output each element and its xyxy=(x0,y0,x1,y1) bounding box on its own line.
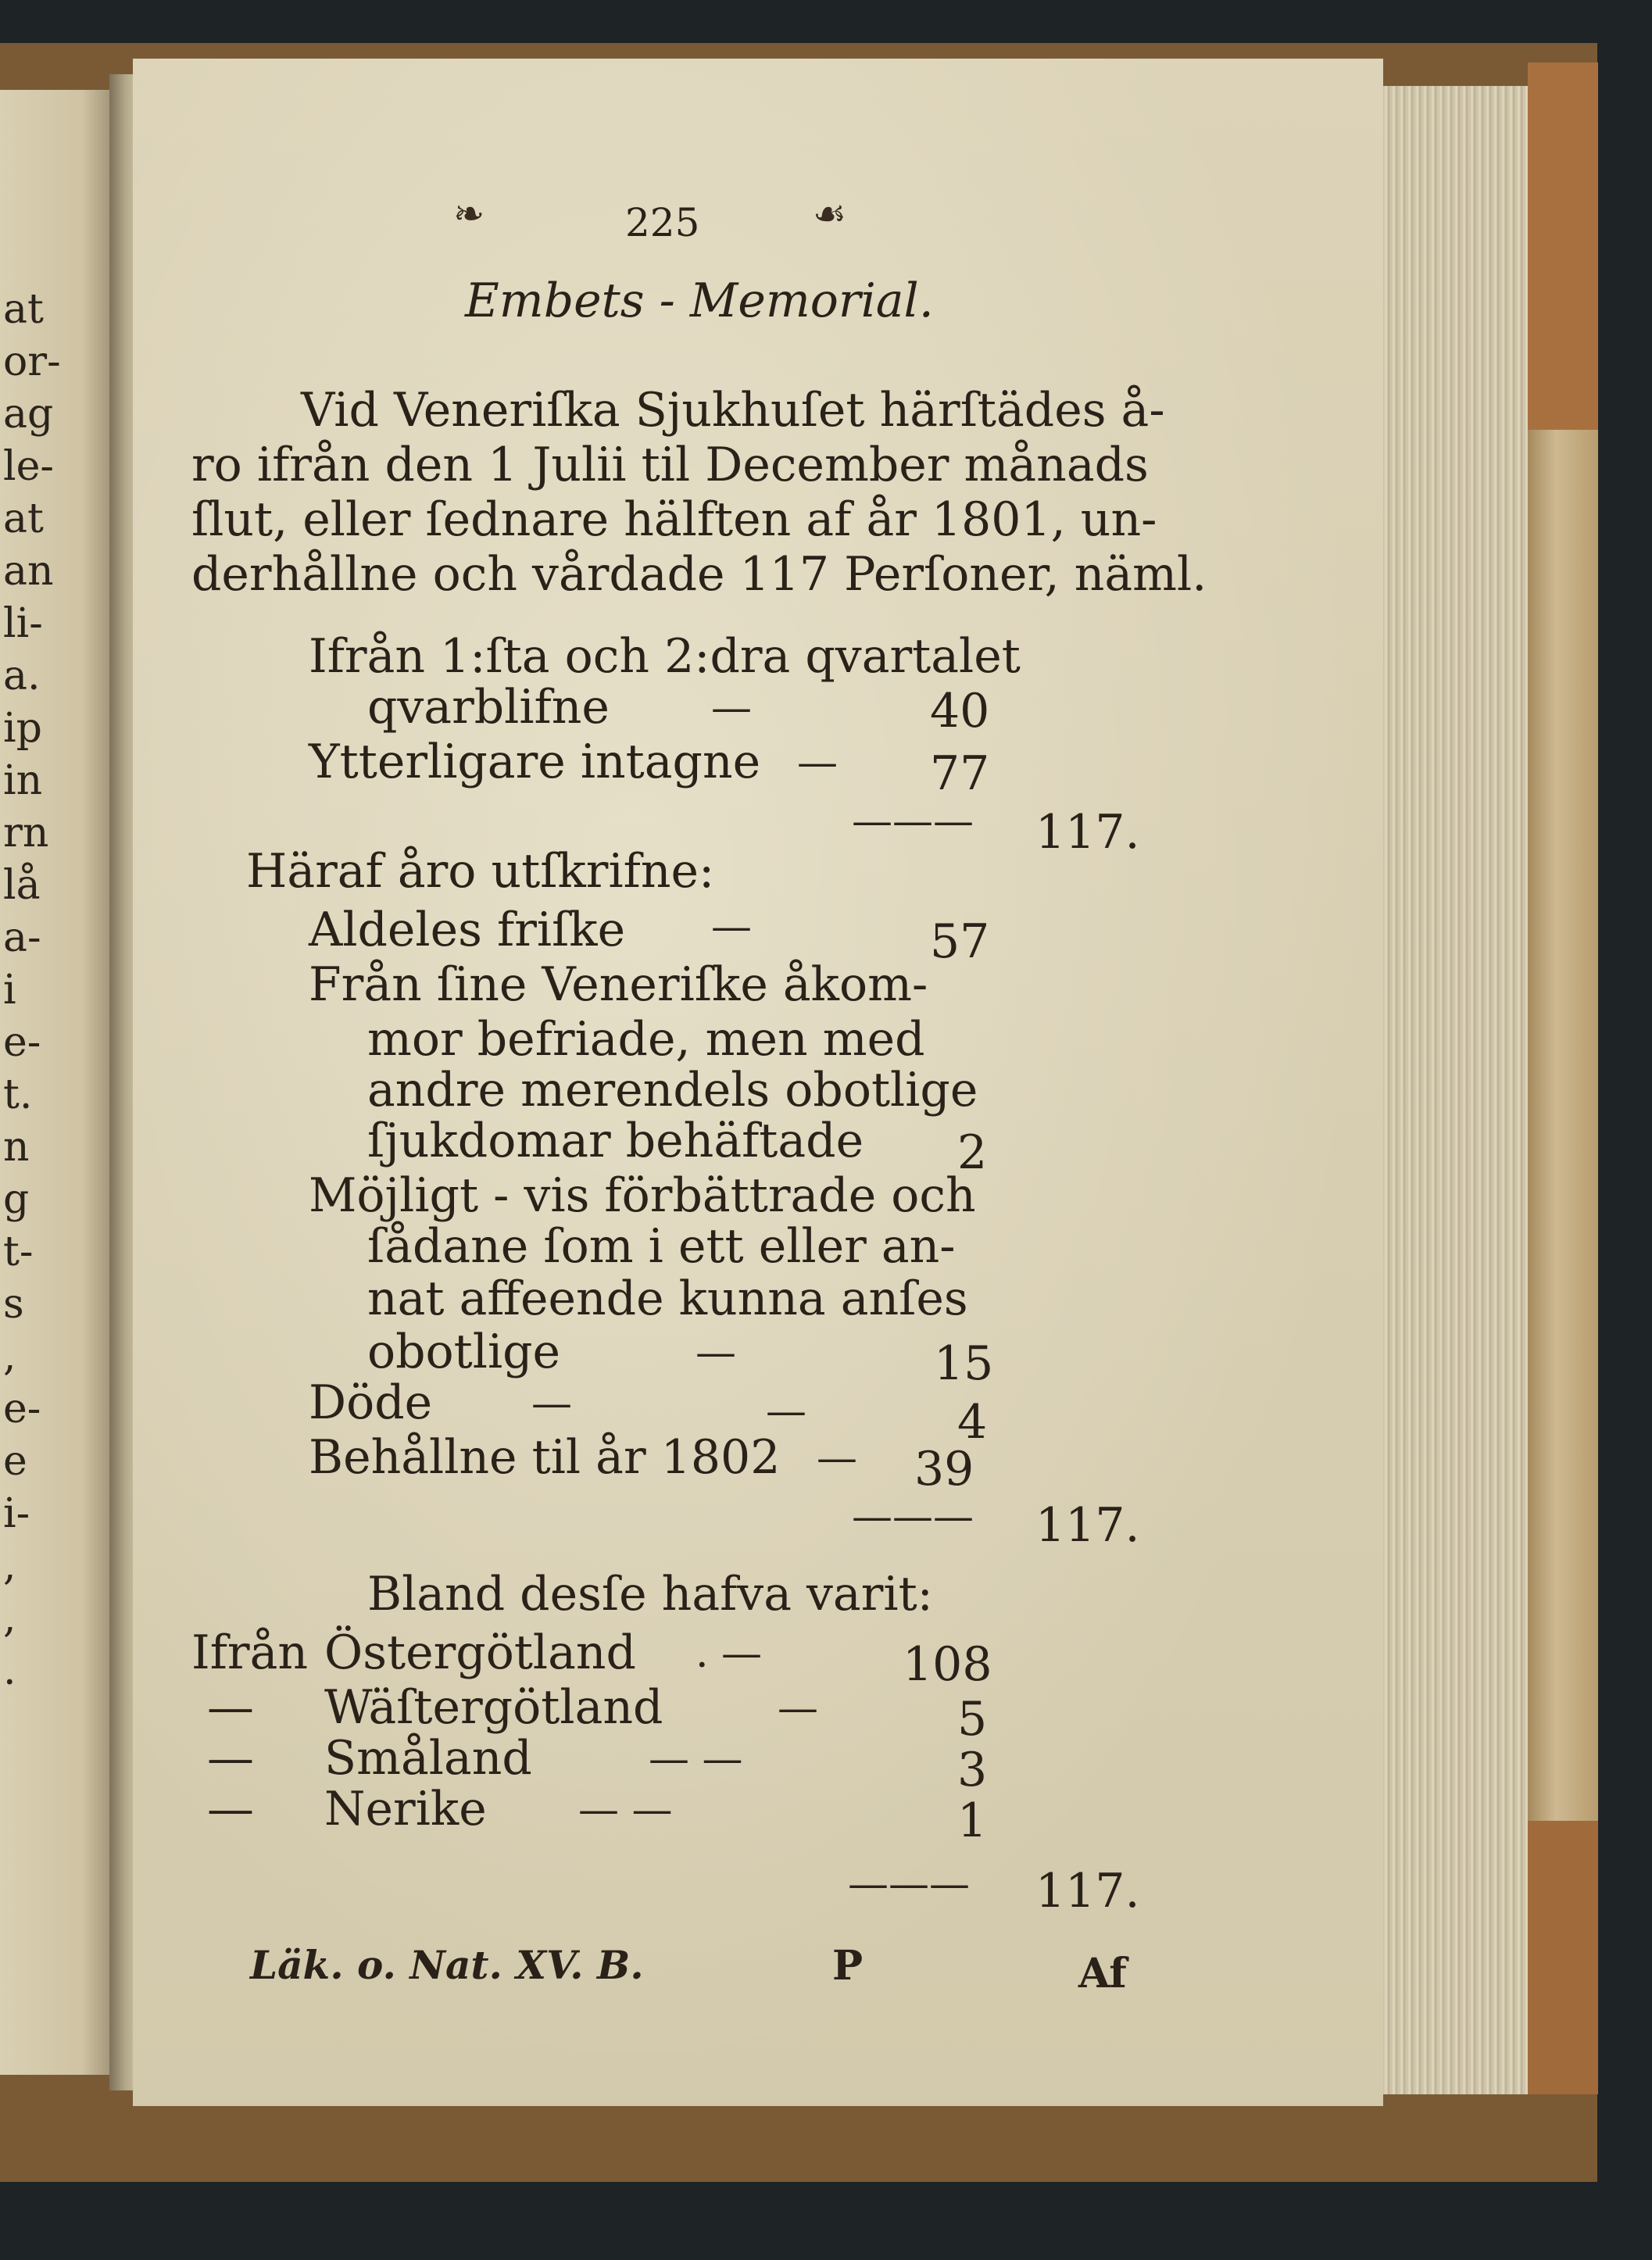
s3-row3-dash: — — xyxy=(649,1736,743,1783)
left-page-fragment: , xyxy=(3,1595,16,1642)
left-page-fragment: n xyxy=(3,1124,30,1171)
s2-row5-dash: — xyxy=(817,1435,857,1482)
left-page-fragment: lå xyxy=(3,862,41,909)
left-page-fragment: a. xyxy=(3,653,41,699)
left-page-fragment: t- xyxy=(3,1228,34,1275)
s3-row4-dash: — — xyxy=(578,1786,673,1833)
s3-row2-dash: — xyxy=(778,1685,818,1732)
s2-row2-value: 2 xyxy=(957,1125,988,1180)
s2-row3-line3: nat affeende kunna anſes xyxy=(367,1271,968,1326)
s2-row4-value: 4 xyxy=(957,1395,988,1450)
s1-line1: Ifrån 1:ſta och 2:dra qvartalet xyxy=(309,629,1021,684)
left-page-fragment: i- xyxy=(3,1490,30,1537)
s1-total-rule: ——— xyxy=(852,798,974,845)
s3-row4-prefix: — xyxy=(207,1782,254,1836)
left-page-fragment: le- xyxy=(3,443,54,490)
s3-row4-value: 1 xyxy=(957,1793,988,1848)
s2-row3-dash: — xyxy=(695,1329,736,1376)
left-page-fragment: an xyxy=(3,548,54,595)
left-page-fragment: e- xyxy=(3,1386,41,1432)
sheet-mark: P xyxy=(832,1942,864,1990)
left-page-fragment: g xyxy=(3,1176,30,1223)
left-page-fragment: at xyxy=(3,495,44,542)
s2-row5-label: Behållne til år 1802 xyxy=(309,1430,781,1485)
s3-row3-label: Småland xyxy=(324,1731,532,1786)
intro-line-1: Vid Veneriſka Sjukhuſet härſtädes å- xyxy=(301,383,1165,438)
s2-row1-value: 57 xyxy=(930,914,990,969)
left-page xyxy=(0,90,117,2075)
page-edges xyxy=(1383,86,1528,2094)
s2-row4-dash1: — xyxy=(531,1380,572,1427)
left-page-fragment: ag xyxy=(3,391,54,438)
left-page-fragment: e xyxy=(3,1438,27,1485)
s2-row2-line1: Från ſine Veneriſke åkom- xyxy=(309,957,928,1012)
s2-row3-line1: Möjligt - vis förbättrade och xyxy=(309,1168,976,1223)
s3-row4-label: Nerike xyxy=(324,1782,487,1836)
s3-total-rule: ——— xyxy=(848,1861,970,1908)
intro-line-4: derhållne och vårdade 117 Perſoner, näml. xyxy=(191,547,1207,602)
left-page-fragment: i xyxy=(3,967,16,1014)
left-page-fragment: li- xyxy=(3,600,43,647)
left-page-fragment: . xyxy=(3,1647,16,1694)
s2-row4-dash2: — xyxy=(766,1388,806,1435)
s3-row3-value: 3 xyxy=(957,1743,988,1797)
s2-row2-line4: ſjukdomar behäftade xyxy=(367,1114,864,1168)
s1-total: 117. xyxy=(1035,805,1140,860)
s3-row2-label: Wäſtergötland xyxy=(324,1680,663,1735)
s2-total-rule: ——— xyxy=(852,1493,974,1540)
s3-row2-value: 5 xyxy=(957,1692,988,1747)
s1-row1-value: 40 xyxy=(930,684,990,738)
s2-row2-line2: mor befriade, men med xyxy=(367,1012,925,1067)
s3-row2-prefix: — xyxy=(207,1680,254,1735)
left-page-fragment: ip xyxy=(3,705,42,752)
left-page-fragment: at xyxy=(3,286,44,333)
s2-row3-line2: ſådane ſom i ett eller an- xyxy=(367,1219,956,1274)
s3-row1-label: Östergötland xyxy=(324,1625,636,1680)
s2-total: 117. xyxy=(1035,1498,1140,1553)
s2-row3-line4: obotlige xyxy=(367,1325,561,1379)
left-page-fragment: or- xyxy=(3,338,61,385)
s3-heading: Bland desſe hafva varit: xyxy=(367,1567,933,1622)
s3-row1-dash: . — xyxy=(695,1630,763,1677)
intro-line-3: ſlut, eller ſednare hälften af år 1801, un- xyxy=(191,492,1157,547)
intro-line-2: ro ifrån den 1 Julii til December månads xyxy=(191,438,1149,492)
s2-row4-label: Döde xyxy=(309,1375,433,1430)
s3-row3-prefix: — xyxy=(207,1731,254,1786)
page-number: 225 xyxy=(625,200,700,245)
s3-row1-prefix: Ifrån xyxy=(191,1625,309,1680)
s1-row2-label: Ytterligare intagne xyxy=(309,735,761,789)
left-page-fragment: rn xyxy=(3,810,49,856)
s2-row5-value: 39 xyxy=(914,1442,974,1497)
ornament-left-icon: ❧ xyxy=(453,192,485,236)
s1-row2-dash: — xyxy=(797,739,838,786)
s3-row1-value: 108 xyxy=(903,1637,992,1692)
left-page-fragment: a- xyxy=(3,914,41,961)
s3-total: 117. xyxy=(1035,1864,1140,1918)
s2-row1-label: Aldeles friſke xyxy=(309,903,626,957)
left-page-fragment: e- xyxy=(3,1019,41,1066)
s2-heading: Häraf åro utſkrifne: xyxy=(246,844,715,899)
left-page-fragment: in xyxy=(3,757,43,804)
page-title: Embets - Memorial. xyxy=(465,274,934,328)
left-page-fragment: , xyxy=(3,1333,16,1380)
left-page-fragment: s xyxy=(3,1281,24,1328)
cover-corner-bottom xyxy=(1528,1821,1598,2094)
s1-row2-value: 77 xyxy=(930,746,990,801)
s2-row3-value: 15 xyxy=(934,1336,994,1391)
left-page-fragment: , xyxy=(3,1543,16,1590)
s1-row1-label: qvarblifne xyxy=(367,680,610,735)
s1-row1-dash: — xyxy=(711,685,752,731)
signature-mark: Läk. o. Nat. XV. B. xyxy=(250,1942,644,1988)
s2-row2-line3: andre merendels obotlige xyxy=(367,1063,978,1117)
cover-corner-top xyxy=(1528,63,1598,430)
left-page-fragment: t. xyxy=(3,1071,33,1118)
catchword: Af xyxy=(1078,1950,1127,1997)
s2-row1-dash: — xyxy=(711,903,752,950)
ornament-right-icon: ☙ xyxy=(813,192,847,236)
